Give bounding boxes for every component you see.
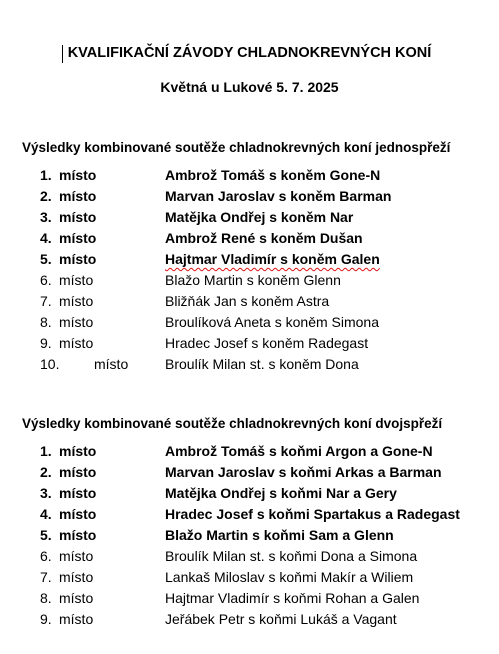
list-item — [0, 356, 499, 376]
list-item — [0, 314, 499, 334]
section-heading-single: Výsledky kombinované soutěže chladnokrevných koní jednospřeží — [22, 140, 451, 155]
list-item — [0, 548, 499, 568]
place-number: 3. — [40, 485, 52, 501]
result-text: Ambrož René s koněm Dušan — [165, 230, 363, 246]
list-item — [0, 293, 499, 313]
list-item — [0, 230, 499, 250]
result-text: Marvan Jaroslav s koňmi Arkas a Barman — [165, 464, 442, 480]
result-text: Hajtmar Vladimír s koňmi Rohan a Galen — [165, 590, 420, 606]
place-label: místo — [59, 293, 94, 309]
list-item — [0, 443, 499, 463]
list-item — [0, 209, 499, 229]
result-text: Lankaš Miloslav s koňmi Makír a Wiliem — [165, 569, 414, 585]
result-text: Blažo Martin s koňmi Sam a Glenn — [165, 527, 394, 543]
result-text: Matějka Ondřej s koněm Nar — [165, 209, 354, 225]
result-text: Blažo Martin s koněm Glenn — [165, 272, 341, 288]
place-label: místo — [94, 356, 129, 372]
place-label: místo — [59, 230, 97, 246]
place-number: 6. — [40, 272, 52, 288]
place-label: místo — [59, 527, 97, 543]
place-label: místo — [59, 590, 94, 606]
place-label: místo — [59, 506, 97, 522]
result-text: Hradec Josef s koněm Radegast — [165, 335, 369, 351]
result-text: Ambrož Tomáš s koňmi Argon a Gone-N — [165, 443, 433, 459]
place-label: místo — [59, 569, 94, 585]
list-item — [0, 590, 499, 610]
place-label: místo — [59, 251, 97, 267]
place-number: 5. — [40, 251, 52, 267]
place-label: místo — [59, 464, 97, 480]
result-text: Ambrož Tomáš s koněm Gone-N — [165, 167, 381, 183]
place-number: 6. — [40, 548, 52, 564]
place-number: 10. — [40, 356, 60, 372]
place-label: místo — [59, 167, 97, 183]
result-text: Bližňák Jan s koněm Astra — [165, 293, 330, 309]
list-item — [0, 464, 499, 484]
list-item — [0, 611, 499, 631]
list-item — [0, 527, 499, 547]
place-label: místo — [59, 335, 94, 351]
list-item — [0, 569, 499, 589]
result-text: Broulík Milan st. s koňmi Dona a Simona — [165, 548, 418, 564]
place-number: 9. — [40, 335, 52, 351]
list-item — [0, 485, 499, 505]
list-item — [0, 335, 499, 355]
list-item — [0, 167, 499, 187]
place-label: místo — [59, 485, 97, 501]
place-number: 4. — [40, 506, 52, 522]
result-text: Matějka Ondřej s koňmi Nar a Gery — [165, 485, 397, 501]
place-label: místo — [59, 272, 94, 288]
document-title: KVALIFIKAČNÍ ZÁVODY CHLADNOKREVNÝCH KONÍ — [67, 45, 432, 61]
place-label: místo — [59, 314, 94, 330]
list-item — [0, 506, 499, 526]
place-label: místo — [59, 611, 94, 627]
document-subtitle: Květná u Lukové 5. 7. 2025 — [160, 79, 339, 95]
place-number: 7. — [40, 569, 52, 585]
result-text: Broulíková Aneta s koněm Simona — [165, 314, 380, 330]
result-text: Hajtmar Vladimír s koněm Galen — [165, 251, 380, 267]
result-text: Marvan Jaroslav s koněm Barman — [165, 188, 392, 204]
place-number: 2. — [40, 464, 52, 480]
place-number: 1. — [40, 167, 52, 183]
place-number: 8. — [40, 314, 52, 330]
place-number: 2. — [40, 188, 52, 204]
place-number: 8. — [40, 590, 52, 606]
list-item — [0, 272, 499, 292]
result-text: Broulík Milan st. s koněm Dona — [165, 356, 359, 372]
place-label: místo — [59, 209, 97, 225]
section-heading-double: Výsledky kombinované soutěže chladnokrevných koní dvojspřeží — [22, 416, 443, 431]
list-item — [0, 188, 499, 208]
place-number: 3. — [40, 209, 52, 225]
place-number: 7. — [40, 293, 52, 309]
place-label: místo — [59, 443, 97, 459]
place-label: místo — [59, 188, 97, 204]
result-text: Hradec Josef s koňmi Spartakus a Radegast — [165, 506, 460, 522]
place-number: 9. — [40, 611, 52, 627]
result-text: Jeřábek Petr s koňmi Lukáš a Vagant — [165, 611, 397, 627]
place-number: 5. — [40, 527, 52, 543]
list-item — [0, 251, 499, 271]
place-label: místo — [59, 548, 94, 564]
place-number: 4. — [40, 230, 52, 246]
place-number: 1. — [40, 443, 52, 459]
